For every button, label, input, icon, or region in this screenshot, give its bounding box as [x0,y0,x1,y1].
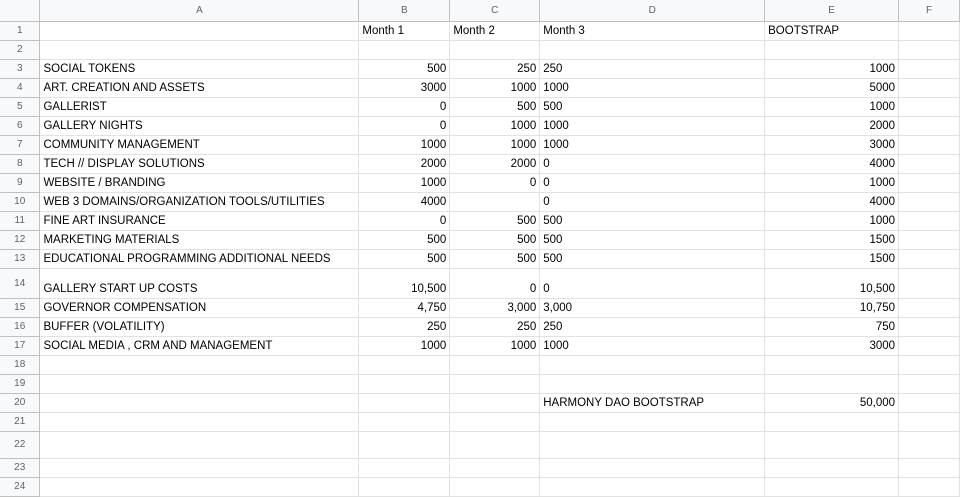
cell-d14[interactable]: 0 [540,268,765,298]
cell-f10[interactable] [899,192,960,211]
sheet-row [0,173,960,192]
cell-a24[interactable] [40,477,359,496]
sheet-row [0,154,960,173]
cell-e13[interactable]: 1500 [765,249,899,268]
row-header[interactable]: 13 [0,249,40,268]
column-header-row [0,0,960,21]
cell-b24[interactable] [359,477,450,496]
sheet-row [0,40,960,59]
cell-a23[interactable] [40,458,359,477]
cell-f5[interactable] [899,97,960,116]
cell-b21[interactable] [359,412,450,431]
cell-a12[interactable]: MARKETING MATERIALS [40,230,359,249]
cell-c8[interactable]: 2000 [450,154,540,173]
sheet-row [0,59,960,78]
cell-f11[interactable] [899,211,960,230]
cell-d17[interactable]: 1000 [540,336,765,355]
cell-c1[interactable]: Month 2 [450,21,540,40]
sheet-row [0,249,960,268]
cell-b18[interactable] [359,355,450,374]
cell-d11[interactable]: 500 [540,211,765,230]
cell-b11[interactable]: 0 [359,211,450,230]
row-header[interactable]: 18 [0,355,40,374]
cell-f21[interactable] [899,412,960,431]
cell-c22[interactable] [450,431,540,458]
cell-c12[interactable]: 500 [450,230,540,249]
sheet-row [0,268,960,298]
cell-f4[interactable] [899,78,960,97]
cell-d23[interactable] [540,458,765,477]
cell-d20[interactable]: HARMONY DAO BOOTSTRAP [540,393,765,412]
cell-c9[interactable]: 0 [450,173,540,192]
row-header[interactable]: 10 [0,192,40,211]
sheet-row [0,431,960,458]
cell-e1[interactable]: BOOTSTRAP [765,21,899,40]
cell-b1[interactable]: Month 1 [359,21,450,40]
cell-b17[interactable]: 1000 [359,336,450,355]
cell-e17[interactable]: 3000 [765,336,899,355]
cell-f24[interactable] [899,477,960,496]
cell-a2[interactable] [40,40,359,59]
row-header[interactable]: 22 [0,431,40,458]
cell-e6[interactable]: 2000 [765,116,899,135]
cell-f6[interactable] [899,116,960,135]
cell-b2[interactable] [359,40,450,59]
cell-e16[interactable]: 750 [765,317,899,336]
cell-d8[interactable]: 0 [540,154,765,173]
cell-c20[interactable] [450,393,540,412]
row-header[interactable]: 12 [0,230,40,249]
cell-c4[interactable]: 1000 [450,78,540,97]
cell-e12[interactable]: 1500 [765,230,899,249]
cell-c10[interactable] [450,192,540,211]
cell-f3[interactable] [899,59,960,78]
cell-f8[interactable] [899,154,960,173]
cell-d3[interactable]: 250 [540,59,765,78]
cell-e3[interactable]: 1000 [765,59,899,78]
sheet-row [0,477,960,496]
cell-f18[interactable] [899,355,960,374]
select-all-corner[interactable] [0,0,40,21]
cell-e5[interactable]: 1000 [765,97,899,116]
cell-b19[interactable] [359,374,450,393]
cell-f13[interactable] [899,249,960,268]
cell-a15[interactable]: GOVERNOR COMPENSATION [40,298,359,317]
cell-a16[interactable]: BUFFER (VOLATILITY) [40,317,359,336]
cell-e18[interactable] [765,355,899,374]
cell-b10[interactable]: 4000 [359,192,450,211]
sheet-row [0,355,960,374]
row-header[interactable]: 2 [0,40,40,59]
sheet-row [0,336,960,355]
cell-c3[interactable]: 250 [450,59,540,78]
column-header-f[interactable]: F [899,0,960,21]
cell-c17[interactable]: 1000 [450,336,540,355]
sheet-row [0,393,960,412]
cell-b9[interactable]: 1000 [359,173,450,192]
cell-e7[interactable]: 3000 [765,135,899,154]
cell-a13[interactable]: EDUCATIONAL PROGRAMMING ADDITIONAL NEEDS [40,249,359,268]
cell-e2[interactable] [765,40,899,59]
cell-f15[interactable] [899,298,960,317]
cell-a14[interactable]: GALLERY START UP COSTS [40,268,359,298]
row-header[interactable]: 7 [0,135,40,154]
row-header[interactable]: 14 [0,268,40,298]
cell-a11[interactable]: FINE ART INSURANCE [40,211,359,230]
cell-c5[interactable]: 500 [450,97,540,116]
cell-f14[interactable] [899,268,960,298]
row-header[interactable]: 4 [0,78,40,97]
cell-e9[interactable]: 1000 [765,173,899,192]
cell-f1[interactable] [899,21,960,40]
column-header-d[interactable]: D [540,0,765,21]
column-header-b[interactable]: B [359,0,450,21]
cell-f22[interactable] [899,431,960,458]
cell-d1[interactable]: Month 3 [540,21,765,40]
cell-c15[interactable]: 3,000 [450,298,540,317]
cell-a20[interactable] [40,393,359,412]
cell-a7[interactable]: COMMUNITY MANAGEMENT [40,135,359,154]
cell-b14[interactable]: 10,500 [359,268,450,298]
cell-c19[interactable] [450,374,540,393]
column-header-c[interactable]: C [450,0,540,21]
cell-a18[interactable] [40,355,359,374]
cell-b5[interactable]: 0 [359,97,450,116]
sheet-row [0,317,960,336]
cell-c7[interactable]: 1000 [450,135,540,154]
row-header[interactable]: 19 [0,374,40,393]
cell-c18[interactable] [450,355,540,374]
cell-b22[interactable] [359,431,450,458]
cell-e14[interactable]: 10,500 [765,268,899,298]
sheet-row [0,78,960,97]
column-header-a[interactable]: A [40,0,359,21]
cell-b6[interactable]: 0 [359,116,450,135]
row-header[interactable]: 24 [0,477,40,496]
sheet-row [0,135,960,154]
cell-e19[interactable] [765,374,899,393]
cell-a17[interactable]: SOCIAL MEDIA , CRM AND MANAGEMENT [40,336,359,355]
cell-d19[interactable] [540,374,765,393]
cell-d7[interactable]: 1000 [540,135,765,154]
cell-f7[interactable] [899,135,960,154]
row-header[interactable]: 21 [0,412,40,431]
cell-a8[interactable]: TECH // DISPLAY SOLUTIONS [40,154,359,173]
cell-b15[interactable]: 4,750 [359,298,450,317]
sheet-row [0,230,960,249]
row-header[interactable]: 1 [0,21,40,40]
cell-a5[interactable]: GALLERIST [40,97,359,116]
row-header[interactable]: 6 [0,116,40,135]
sheet-row [0,412,960,431]
row-header[interactable]: 5 [0,97,40,116]
cell-d4[interactable]: 1000 [540,78,765,97]
row-header[interactable]: 23 [0,458,40,477]
row-header[interactable]: 17 [0,336,40,355]
cell-c23[interactable] [450,458,540,477]
cell-e10[interactable]: 4000 [765,192,899,211]
cell-e22[interactable] [765,431,899,458]
cell-e11[interactable]: 1000 [765,211,899,230]
cell-b3[interactable]: 500 [359,59,450,78]
cell-c24[interactable] [450,477,540,496]
sheet-row [0,192,960,211]
cell-b16[interactable]: 250 [359,317,450,336]
cell-e20[interactable]: 50,000 [765,393,899,412]
cell-b13[interactable]: 500 [359,249,450,268]
sheet-row [0,211,960,230]
cell-c14[interactable]: 0 [450,268,540,298]
cell-c16[interactable]: 250 [450,317,540,336]
sheet-row [0,458,960,477]
cell-d13[interactable]: 500 [540,249,765,268]
cell-d22[interactable] [540,431,765,458]
cell-d6[interactable]: 1000 [540,116,765,135]
column-header-e[interactable]: E [765,0,899,21]
cell-b4[interactable]: 3000 [359,78,450,97]
cell-a21[interactable] [40,412,359,431]
cell-e24[interactable] [765,477,899,496]
row-header[interactable]: 15 [0,298,40,317]
cell-f20[interactable] [899,393,960,412]
cell-f17[interactable] [899,336,960,355]
cell-a1[interactable] [40,21,359,40]
sheet-row [0,21,960,40]
row-header[interactable]: 20 [0,393,40,412]
cell-d2[interactable] [540,40,765,59]
cell-a10[interactable]: WEB 3 DOMAINS/ORGANIZATION TOOLS/UTILITIES [40,192,359,211]
cell-c21[interactable] [450,412,540,431]
cell-d15[interactable]: 3,000 [540,298,765,317]
cell-d12[interactable]: 500 [540,230,765,249]
cell-b7[interactable]: 1000 [359,135,450,154]
row-header[interactable]: 11 [0,211,40,230]
cell-e15[interactable]: 10,750 [765,298,899,317]
cell-c11[interactable]: 500 [450,211,540,230]
sheet-row [0,298,960,317]
cell-a22[interactable] [40,431,359,458]
cell-f12[interactable] [899,230,960,249]
cell-d21[interactable] [540,412,765,431]
cell-d18[interactable] [540,355,765,374]
row-header[interactable]: 8 [0,154,40,173]
cell-a3[interactable]: SOCIAL TOKENS [40,59,359,78]
row-header[interactable]: 3 [0,59,40,78]
row-header[interactable]: 9 [0,173,40,192]
cell-e4[interactable]: 5000 [765,78,899,97]
cell-c6[interactable]: 1000 [450,116,540,135]
sheet-row [0,97,960,116]
cell-f2[interactable] [899,40,960,59]
cell-f16[interactable] [899,317,960,336]
cell-f19[interactable] [899,374,960,393]
cell-b20[interactable] [359,393,450,412]
cell-f9[interactable] [899,173,960,192]
cell-e21[interactable] [765,412,899,431]
cell-e8[interactable]: 4000 [765,154,899,173]
cell-c13[interactable]: 500 [450,249,540,268]
cell-d10[interactable]: 0 [540,192,765,211]
cell-b8[interactable]: 2000 [359,154,450,173]
cell-d9[interactable]: 0 [540,173,765,192]
cell-a19[interactable] [40,374,359,393]
cell-a6[interactable]: GALLERY NIGHTS [40,116,359,135]
sheet-row [0,116,960,135]
cell-c2[interactable] [450,40,540,59]
cell-a9[interactable]: WEBSITE / BRANDING [40,173,359,192]
cell-a4[interactable]: ART. CREATION AND ASSETS [40,78,359,97]
row-header[interactable]: 16 [0,317,40,336]
cell-f23[interactable] [899,458,960,477]
sheet-row [0,374,960,393]
cell-b12[interactable]: 500 [359,230,450,249]
cell-d16[interactable]: 250 [540,317,765,336]
cell-e23[interactable] [765,458,899,477]
cell-d5[interactable]: 500 [540,97,765,116]
cell-d24[interactable] [540,477,765,496]
cell-b23[interactable] [359,458,450,477]
